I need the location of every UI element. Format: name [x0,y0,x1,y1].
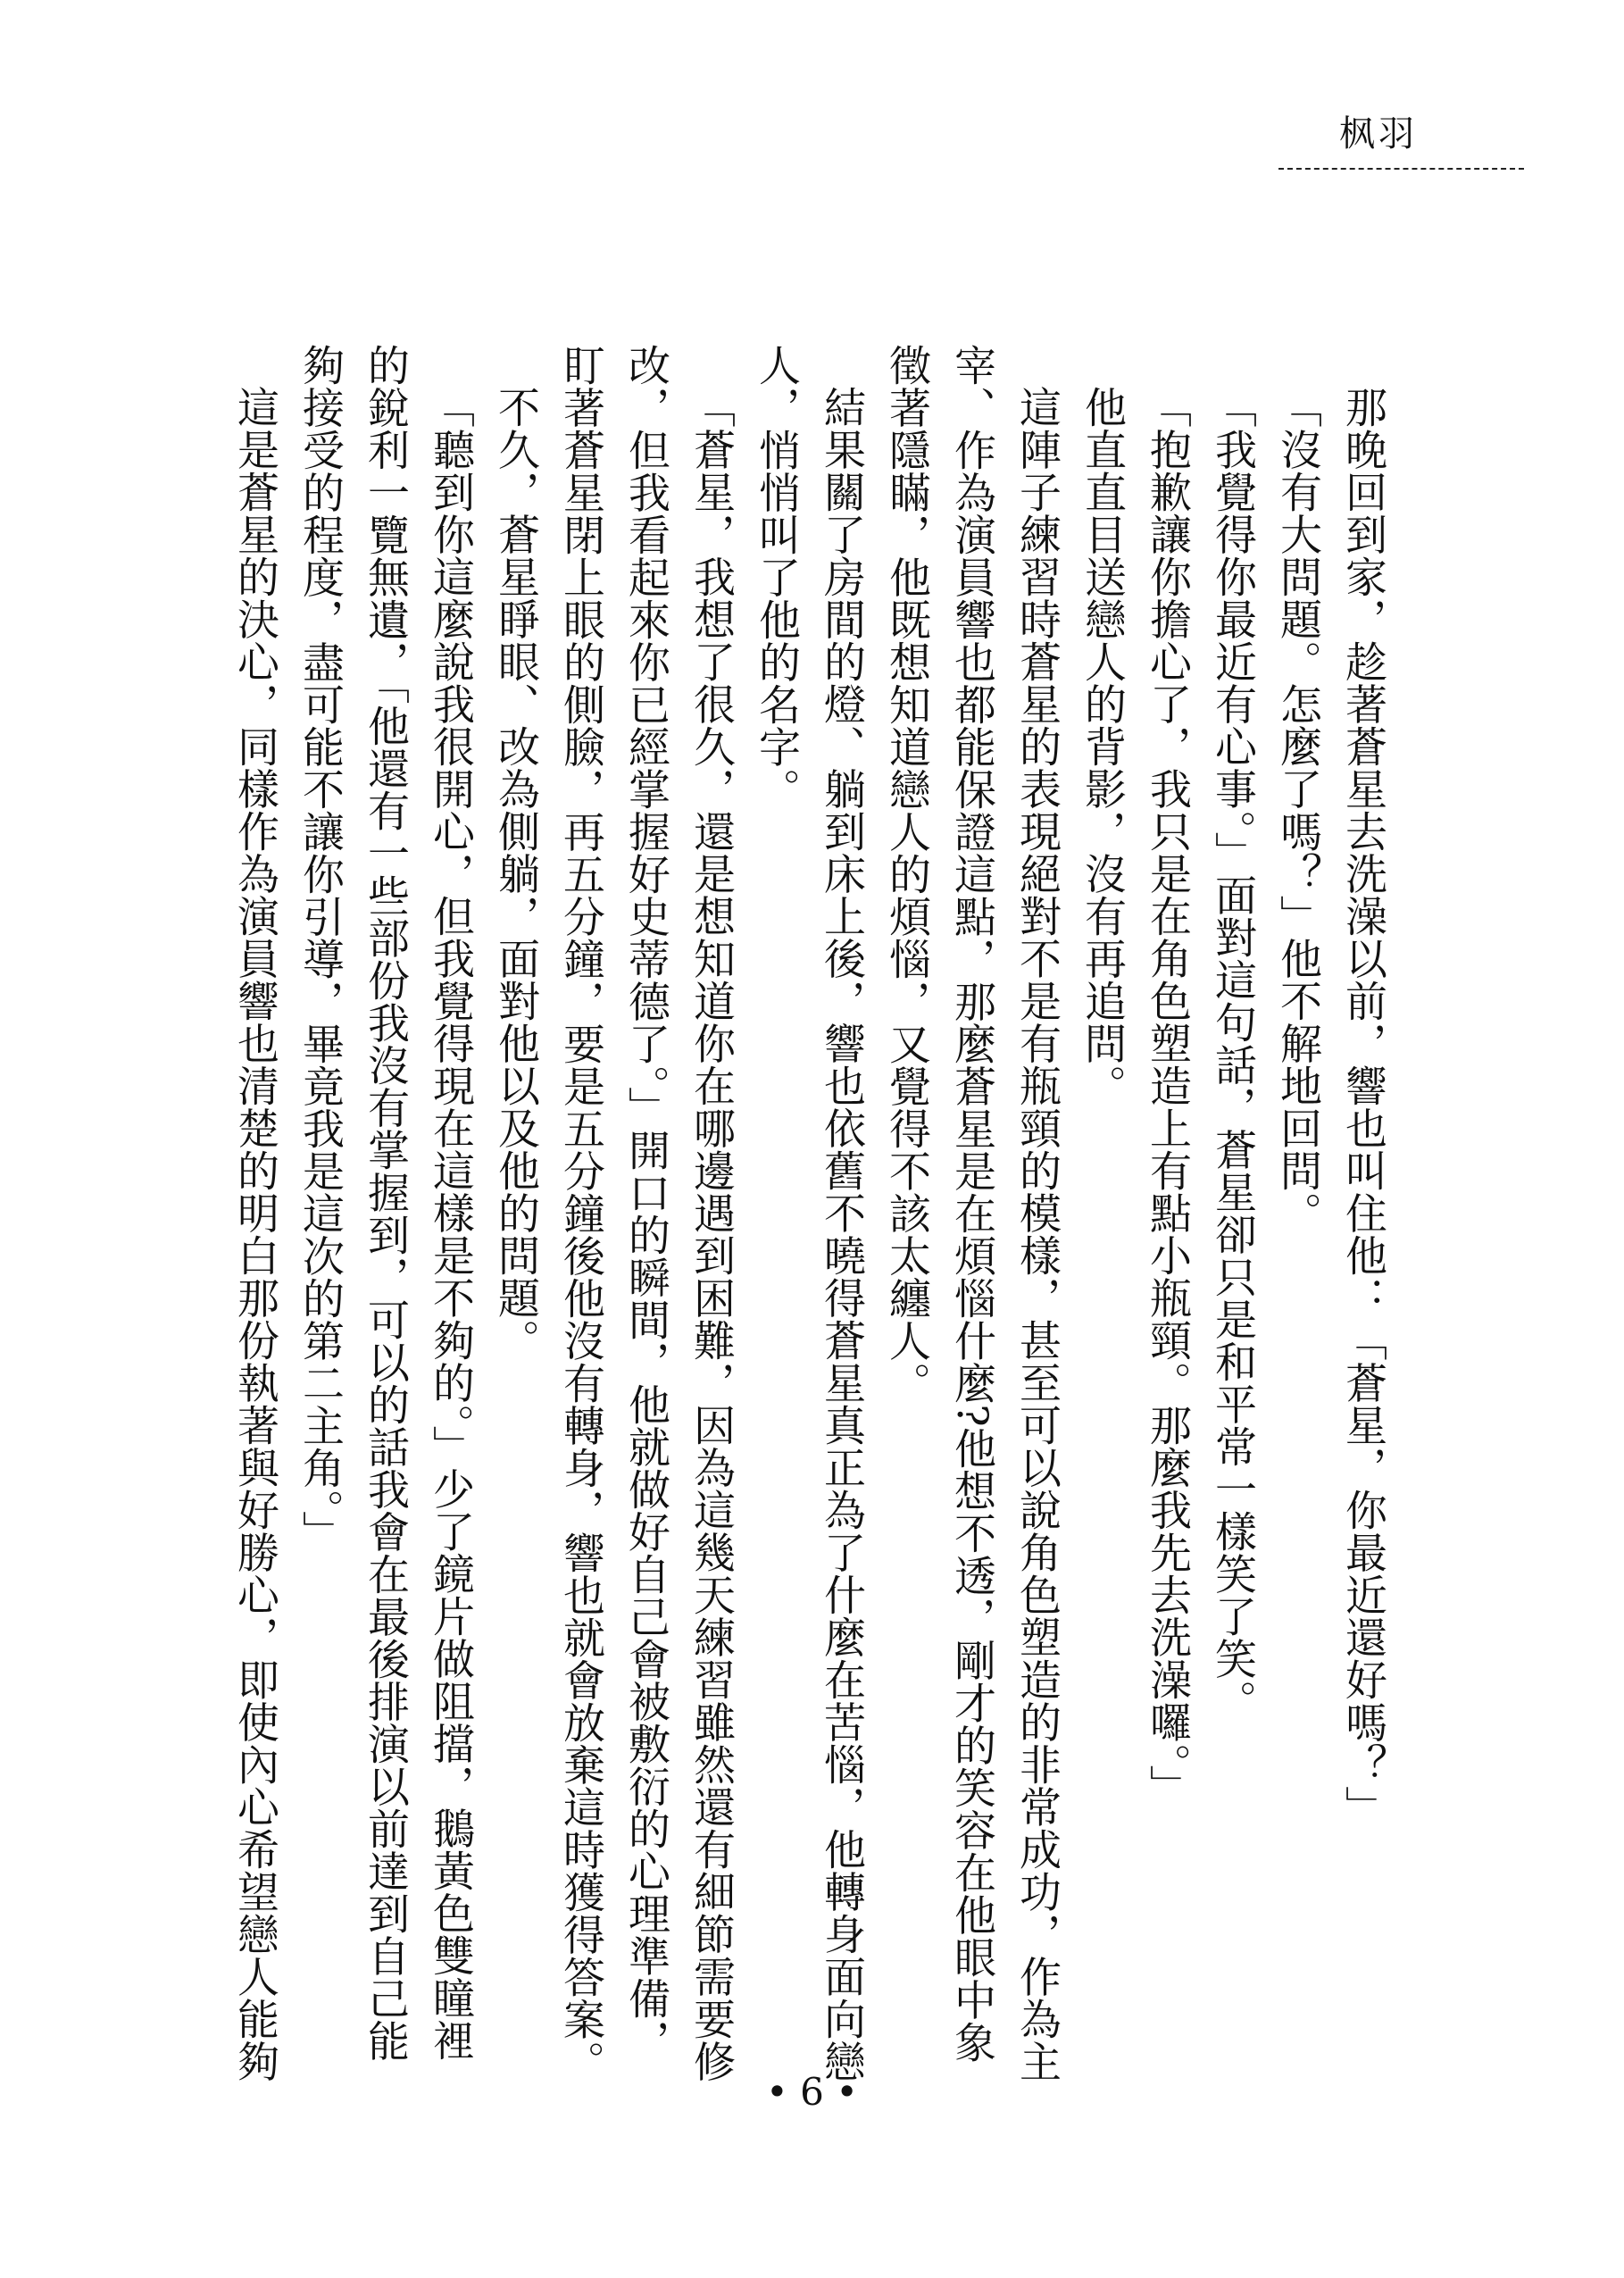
paragraph: 「沒有大問題。怎麼了嗎？」他不解地回問。 [1273,386,1322,1234]
paragraph: 他直直目送戀人的背影，沒有再追問。 [1078,386,1127,1107]
paragraph: 那晚回到家，趁著蒼星去洗澡以前，響也叫住他：「蒼星，你最近還好嗎？」 [1338,386,1387,1828]
paragraph: 這是蒼星的決心，同樣作為演員響也清楚的明白那份執著與好勝心，即使內心希望戀人能夠 [230,386,279,2082]
paragraph: 「抱歉讓你擔心了，我只是在角色塑造上有點小瓶頸。那麼我先去洗澡囉。」 [1143,386,1192,1807]
page-number: • 6 • [766,2070,858,2114]
paragraph: 「聽到你這麼說我很開心，但我覺得現在這樣是不夠的。」少了鏡片做阻擋，鵝黃色雙瞳裡的銳利一覽無遺，「他還有一些部份我沒有掌握到，可以的話我會在最後排演以前達到自己能夠接受的程度，盡可能不讓你引導，畢竟我是這次的第二主角。」 [296,344,475,2062]
header-dashed-rule [1278,168,1524,170]
paragraph: 結果關了房間的燈、躺到床上後，響也依舊不曉得蒼星真正為了什麼在苦惱，他轉身面向戀人，悄悄叫了他的名字。 [752,344,866,2082]
paragraph: 「我覺得你最近有心事。」面對這句話，蒼星卻只是和平常一樣笑了笑。 [1208,386,1257,1723]
vertical-body-text [222,344,1395,2094]
paragraph: 「蒼星，我想了很久，還是想知道你在哪邊遇到困難，因為這幾天練習雖然還有細節需要修改，但我看起來你已經掌握好史蒂德了。」開口的瞬間，他就做好自己會被敷衍的心理準備，盯著蒼星閉上眼的側臉，再五分鐘，要是五分鐘後他沒有轉身，響也就會放棄這時獲得答案。 [556,344,736,2083]
paragraph: 這陣子練習時蒼星的表現絕對不是有瓶頸的模樣，甚至可以說角色塑造的非常成功，作為主宰、作為演員響也都能保證這點，那麼蒼星是在煩惱什麼?他想不透，剛才的笑容在他眼中象徵著隱瞞，他既想知道戀人的煩惱，又覺得不該太纏人。 [882,344,1062,2082]
paragraph: 不久，蒼星睜眼、改為側躺，面對他以及他的問題。 [491,386,540,1362]
running-head-author: 枫羽 [1339,113,1418,154]
